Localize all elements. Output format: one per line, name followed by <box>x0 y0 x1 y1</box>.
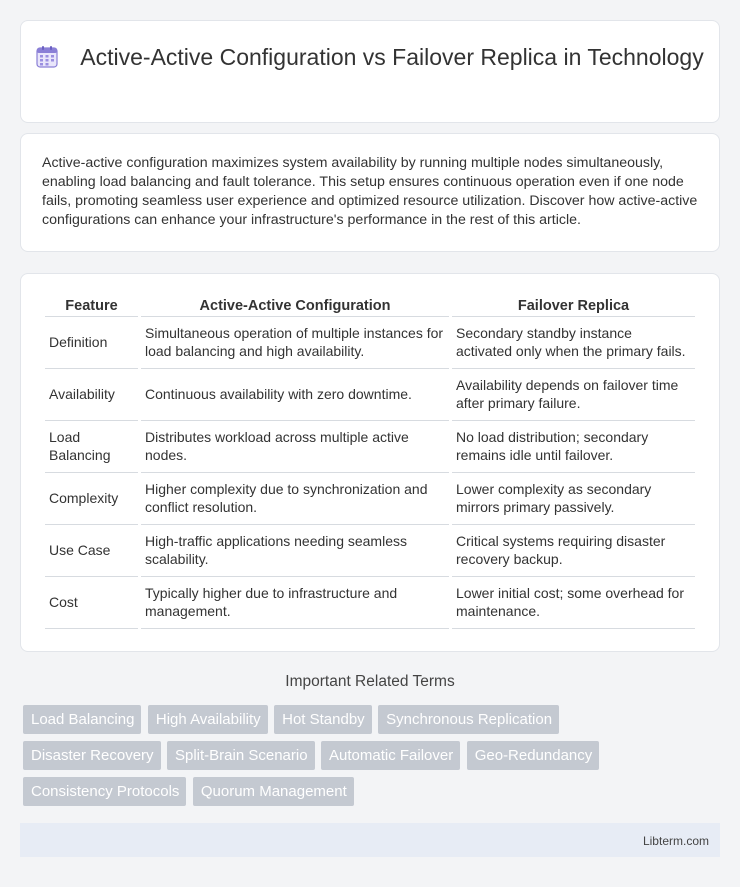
footer-bar <box>20 823 720 857</box>
row-active-active-cell: Simultaneous operation of multiple instances for load balancing and high availability. <box>141 317 449 369</box>
column-header-failover: Failover Replica <box>452 295 695 317</box>
row-active-active-cell: Higher complexity due to synchronization and conflict resolution. <box>141 473 449 525</box>
intro-paragraph: Active-active configuration maximizes system availability by running multiple nodes simultaneously, enabling load balancing and fault tolerance. This setup ensures continuous operation even if one node fails, promoting seamless user experience and optimized resource utilization. Discover how active-active configurations can enhance your infrastructure's performance in the rest of this article. <box>42 155 698 228</box>
row-active-active-cell: High-traffic applications needing seamless scalability. <box>141 525 449 577</box>
row-feature-cell: Complexity <box>45 473 138 525</box>
related-term-tag[interactable]: Disaster Recovery <box>23 741 161 770</box>
table-row <box>45 421 695 473</box>
row-failover-cell: Critical systems requiring disaster recovery backup. <box>452 525 695 577</box>
footer-site-link[interactable]: Libterm.com <box>642 834 709 848</box>
row-active-active-cell: Continuous availability with zero downtime. <box>141 369 449 421</box>
comparison-table <box>42 295 698 629</box>
related-terms-heading: Important Related Terms <box>285 673 455 690</box>
page-title <box>21 43 719 72</box>
table-row <box>45 577 695 629</box>
header-card <box>20 20 720 123</box>
related-terms-list <box>23 705 703 813</box>
row-failover-cell: Availability depends on failover time after primary failure. <box>452 369 695 421</box>
table-row <box>45 317 695 369</box>
row-active-active-cell: Typically higher due to infrastructure and management. <box>141 577 449 629</box>
row-feature-cell: Load Balancing <box>45 421 138 473</box>
column-header-active-active: Active-Active Configuration <box>141 295 449 317</box>
related-term-tag[interactable]: Quorum Management <box>193 777 354 806</box>
related-term-tag[interactable]: Consistency Protocols <box>23 777 186 806</box>
row-feature-cell: Use Case <box>45 525 138 577</box>
related-term-tag[interactable]: High Availability <box>148 705 268 734</box>
column-header-feature: Feature <box>45 295 138 317</box>
related-term-tag[interactable]: Synchronous Replication <box>378 705 559 734</box>
row-feature-cell: Definition <box>45 317 138 369</box>
row-failover-cell: Secondary standby instance activated only when the primary fails. <box>452 317 695 369</box>
related-term-tag[interactable]: Automatic Failover <box>321 741 460 770</box>
table-row <box>45 369 695 421</box>
row-failover-cell: Lower initial cost; some overhead for maintenance. <box>452 577 695 629</box>
related-term-tag[interactable]: Hot Standby <box>274 705 372 734</box>
page-title-text: Active-Active Configuration vs Failover Replica in Technology <box>80 44 704 70</box>
related-term-tag[interactable]: Split-Brain Scenario <box>167 741 315 770</box>
table-header-row <box>45 295 695 317</box>
calendar-grid-icon <box>36 46 58 68</box>
intro-card <box>20 133 720 252</box>
related-term-tag[interactable]: Load Balancing <box>23 705 141 734</box>
row-feature-cell: Availability <box>45 369 138 421</box>
related-term-tag[interactable]: Geo-Redundancy <box>467 741 600 770</box>
row-active-active-cell: Distributes workload across multiple active nodes. <box>141 421 449 473</box>
row-failover-cell: No load distribution; secondary remains idle until failover. <box>452 421 695 473</box>
table-row <box>45 473 695 525</box>
row-failover-cell: Lower complexity as secondary mirrors primary passively. <box>452 473 695 525</box>
row-feature-cell: Cost <box>45 577 138 629</box>
table-row <box>45 525 695 577</box>
comparison-table-card <box>20 273 720 652</box>
